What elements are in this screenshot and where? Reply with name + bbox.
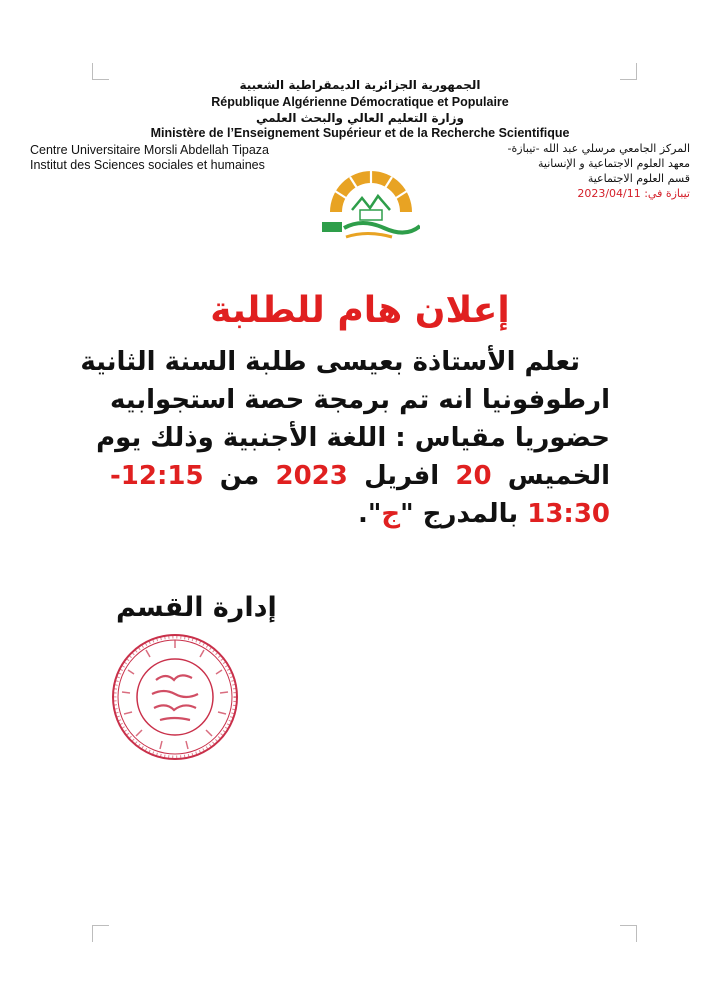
time-dash: - bbox=[110, 461, 121, 491]
date-prefix: تيبازة في: bbox=[640, 187, 690, 200]
hall-letter: ج bbox=[381, 499, 401, 529]
stamp-graphic bbox=[108, 632, 242, 762]
text-from: من bbox=[203, 461, 276, 491]
institution-ar-line2: معهد العلوم الاجتماعية و الإنسانية bbox=[538, 157, 690, 170]
header-ministry-fr: Ministère de l’Enseignement Supérieur et de la Recherche Scientifique bbox=[150, 126, 570, 140]
text-april: افريل bbox=[347, 461, 456, 491]
header-republic-ar: الجمهورية الجزائرية الديمقراطية الشعبية bbox=[239, 78, 481, 92]
institution-fr bbox=[30, 143, 269, 173]
start-time: 12:15 bbox=[120, 461, 204, 491]
day-number: 20 bbox=[455, 461, 492, 491]
department-signature: إدارة القسم bbox=[116, 592, 277, 623]
date-value: 2023/04/11 bbox=[577, 187, 641, 200]
crop-mark-bottom-left bbox=[92, 925, 109, 942]
body-line-3: حضوريا مقياس : اللغة الأجنبية وذلك يوم bbox=[96, 423, 610, 453]
header-ministry-ar: وزارة التعليم العالي والبحث العلمي bbox=[255, 111, 465, 125]
year-number: 2023 bbox=[275, 461, 348, 491]
body-line-4 bbox=[110, 457, 610, 495]
header-republic-fr: République Algérienne Démocratique et Populaire bbox=[211, 95, 509, 109]
end-time: 13:30 bbox=[527, 499, 610, 529]
logo-graphic bbox=[322, 170, 420, 242]
institution-fr-line1: Centre Universitaire Morsli Abdellah Tipaza bbox=[30, 143, 269, 157]
institution-ar-line1: المركز الجامعي مرسلي عبد الله -تيبازة- bbox=[507, 142, 690, 155]
crop-mark-bottom-right bbox=[620, 925, 637, 942]
official-stamp bbox=[108, 632, 242, 762]
university-logo bbox=[322, 170, 420, 242]
institution-fr-line2: Institut des Sciences sociales et humaines bbox=[30, 158, 265, 172]
text-thursday: الخميس bbox=[491, 461, 611, 491]
institution-ar-line3: قسم العلوم الاجتماعية bbox=[587, 172, 690, 185]
announcement-title: إعلان هام للطلبة bbox=[210, 290, 510, 331]
institution-ar bbox=[507, 141, 690, 201]
body-line-2: ارطوفونيا انه تم برمجة حصة استجوابيه bbox=[110, 385, 610, 415]
text-close-quote: ". bbox=[357, 499, 382, 529]
body-line-5 bbox=[110, 495, 610, 533]
date-line bbox=[507, 186, 690, 201]
body-line-1: تعلم الأستاذة بعيسى طلبة السنة الثانية bbox=[80, 347, 580, 377]
announcement-body bbox=[80, 343, 611, 533]
text-in-hall: بالمدرج " bbox=[400, 499, 528, 529]
